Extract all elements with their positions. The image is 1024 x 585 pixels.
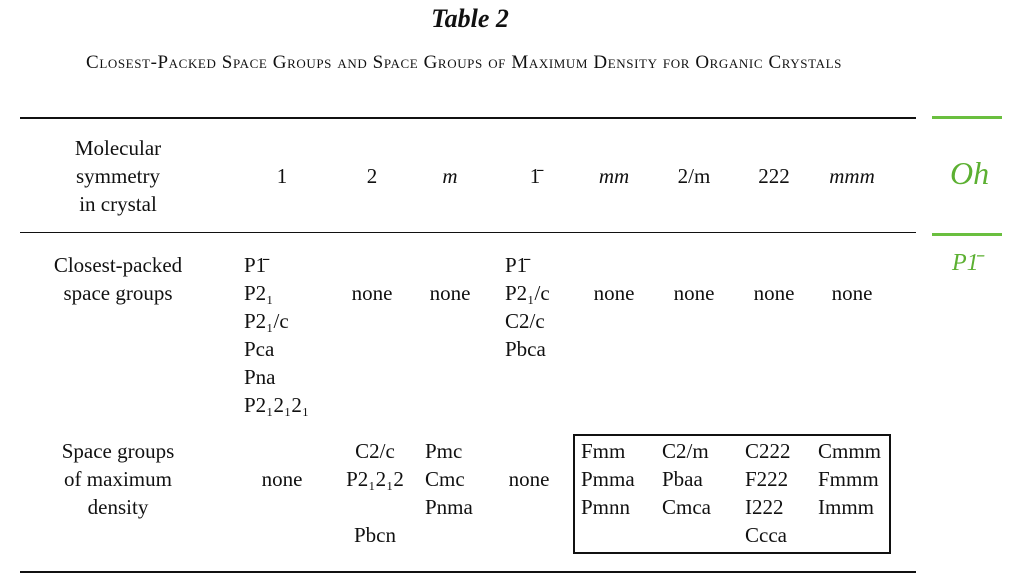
closest-packed-col-2m: none <box>673 281 715 305</box>
closest-packed-col-222: none <box>753 281 795 305</box>
header-col-1bar: 1̄ <box>529 164 541 188</box>
space-group: Pmnn <box>581 495 631 519</box>
header-col-mmm: mmm <box>829 164 875 188</box>
header-col-1: 1 <box>276 164 288 188</box>
max-density-col-1bar: none <box>508 467 550 491</box>
space-group: C222 <box>745 439 791 463</box>
space-group: Pca <box>244 337 275 361</box>
space-group: P2₁ <box>244 281 274 305</box>
space-group: Pmc <box>425 439 463 463</box>
closest-packed-col-1bar <box>505 251 550 363</box>
space-group: P2₁2₁2 <box>346 467 404 491</box>
closest-packed-col-m: none <box>429 281 471 305</box>
space-group: P2₁2₁2₁ <box>244 393 310 417</box>
header-col-2: 2 <box>366 164 378 188</box>
annotation-oh: Oh <box>950 155 990 191</box>
space-group: Pbca <box>505 337 546 361</box>
max-density-col-1: none <box>261 467 303 491</box>
space-group: Cmmm <box>818 439 882 463</box>
space-group: Pna <box>244 365 276 389</box>
max-density-col-mmm <box>818 437 881 521</box>
max-density-col-2m <box>662 437 711 521</box>
max-density-col-2 <box>338 437 412 549</box>
space-group: P2₁/c <box>244 309 289 333</box>
space-group: P1̄ <box>244 253 267 277</box>
space-group: Pbcn <box>354 523 396 547</box>
annotation-p1bar: P1̄ <box>952 250 979 276</box>
space-group: C2/m <box>662 439 709 463</box>
space-group: Pbaa <box>662 467 703 491</box>
space-group: C2/c <box>355 439 395 463</box>
row-label-max-density: Space groups of maximum density <box>61 439 175 519</box>
closest-packed-col-1 <box>244 251 309 419</box>
header-rule <box>20 232 916 233</box>
annotation-rule-mid <box>932 233 1002 236</box>
header-col-m: m <box>442 164 458 188</box>
space-group: Ccca <box>745 523 787 547</box>
header-molecular-symmetry: Molecular symmetry in crystal <box>74 136 162 216</box>
closest-packed-col-mm: none <box>593 281 635 305</box>
header-col-222: 222 <box>758 164 790 188</box>
row-label-closest-packed: Closest-packed space groups <box>53 253 183 305</box>
closest-packed-col-mmm: none <box>831 281 873 305</box>
space-group: Fmm <box>581 439 626 463</box>
max-density-col-m <box>425 437 473 521</box>
max-density-col-mm <box>581 437 635 521</box>
table-title: Table 2 <box>431 4 509 33</box>
bottom-rule <box>20 571 916 573</box>
space-group: I222 <box>745 495 784 519</box>
header-col-2m: 2/m <box>677 164 711 188</box>
space-group: Cmca <box>662 495 711 519</box>
space-group: Pnma <box>425 495 473 519</box>
closest-packed-col-2: none <box>351 281 393 305</box>
annotation-rule-top <box>932 116 1002 119</box>
space-group <box>338 493 412 521</box>
top-rule <box>20 117 916 119</box>
space-group: P1̄ <box>505 253 528 277</box>
header-col-mm: mm <box>598 164 630 188</box>
space-group: F222 <box>745 467 789 491</box>
space-group: Immm <box>818 495 874 519</box>
space-group: Pmma <box>581 467 635 491</box>
space-group: P2₁/c <box>505 281 550 305</box>
max-density-col-222 <box>745 437 791 549</box>
space-group: C2/c <box>505 309 545 333</box>
space-group: Cmc <box>425 467 465 491</box>
table-caption: Closest-Packed Space Groups and Space Groups of Maximum Density for Organic Crystals <box>86 52 842 73</box>
space-group: Fmmm <box>818 467 879 491</box>
